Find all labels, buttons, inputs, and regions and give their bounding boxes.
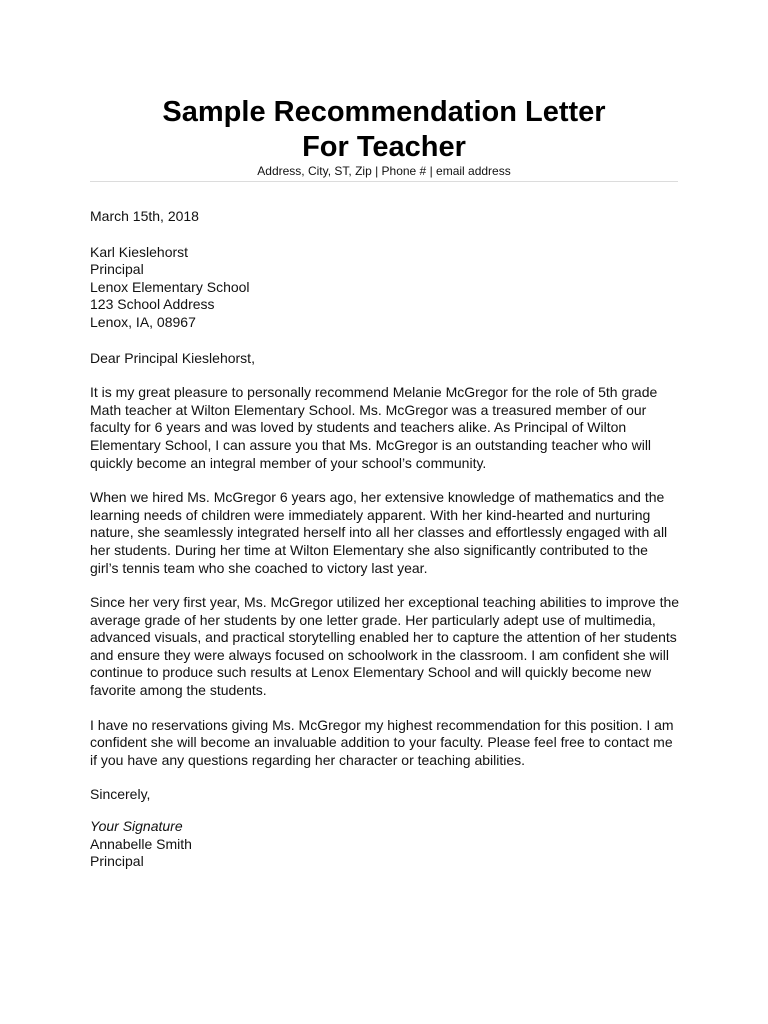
recipient-name: Karl Kieslehorst [90, 243, 189, 260]
body-paragraph: When we hired Ms. McGregor 6 years ago, her extensive knowledge of mathematics and the learning needs of children were immediately apparent. With her kind-hearted and nurturing nature, she seamlessly integrated herself into all her classes and effortlessly engaged with all her students. During her time at Wilton Elementary she also significantly contributed to the girl’s tennis team who she coached to victory last year. [90, 489, 668, 576]
header-divider [90, 181, 678, 182]
sender-title: Principal [90, 853, 144, 870]
sender-name: Annabelle Smith [90, 835, 192, 852]
recipient-title: Principal [90, 261, 144, 278]
body-paragraph: It is my great pleasure to personally recommend Melanie McGregor for the role of 5th grade Math teacher at Wilton Elementary School. Ms. McGregor was a treasured member of our faculty for 6 years and was loved by students and teachers alike. As Principal of Wilton Elementary School, I can assure you that Ms. McGregor is an outstanding teacher who will quickly become an integral member of your school’s community. [90, 384, 658, 471]
recipient-city: Lenox, IA, 08967 [90, 313, 196, 330]
letter-body [90, 208, 680, 871]
letter-date: March 15th, 2018 [90, 208, 199, 224]
signature-placeholder: Your Signature [90, 818, 183, 835]
contact-address-line: Address, City, ST, Zip | Phone # | email address [257, 164, 511, 178]
signature-block [90, 818, 680, 871]
recipient-block [90, 244, 680, 332]
body-paragraph: I have no reservations giving Ms. McGregor my highest recommendation for this position. I am confident she will become an invaluable addition to your faculty. Please feel free to contact me if you have any questions regarding her character or teaching abilities. [90, 716, 674, 768]
recipient-school: Lenox Elementary School [90, 278, 250, 295]
title-line-2: For Teacher [302, 131, 466, 163]
body-paragraph: Since her very first year, Ms. McGregor utilized her exceptional teaching abilities to improve the average grade of her students by one letter grade. Her particularly adept use of multimedia, advanced visuals, and practical storytelling enabled her to capture the attention of her students and ensure they were always focused on schoolwork in the classroom. I am confident she will continue to produce such results at Lenox Elementary School and will quickly become new favorite among the students. [90, 594, 680, 699]
recipient-street: 123 School Address [90, 296, 215, 313]
page-title [0, 95, 768, 165]
closing: Sincerely, [90, 786, 151, 803]
title-line-1: Sample Recommendation Letter [162, 96, 606, 128]
salutation: Dear Principal Kieslehorst, [90, 349, 255, 366]
